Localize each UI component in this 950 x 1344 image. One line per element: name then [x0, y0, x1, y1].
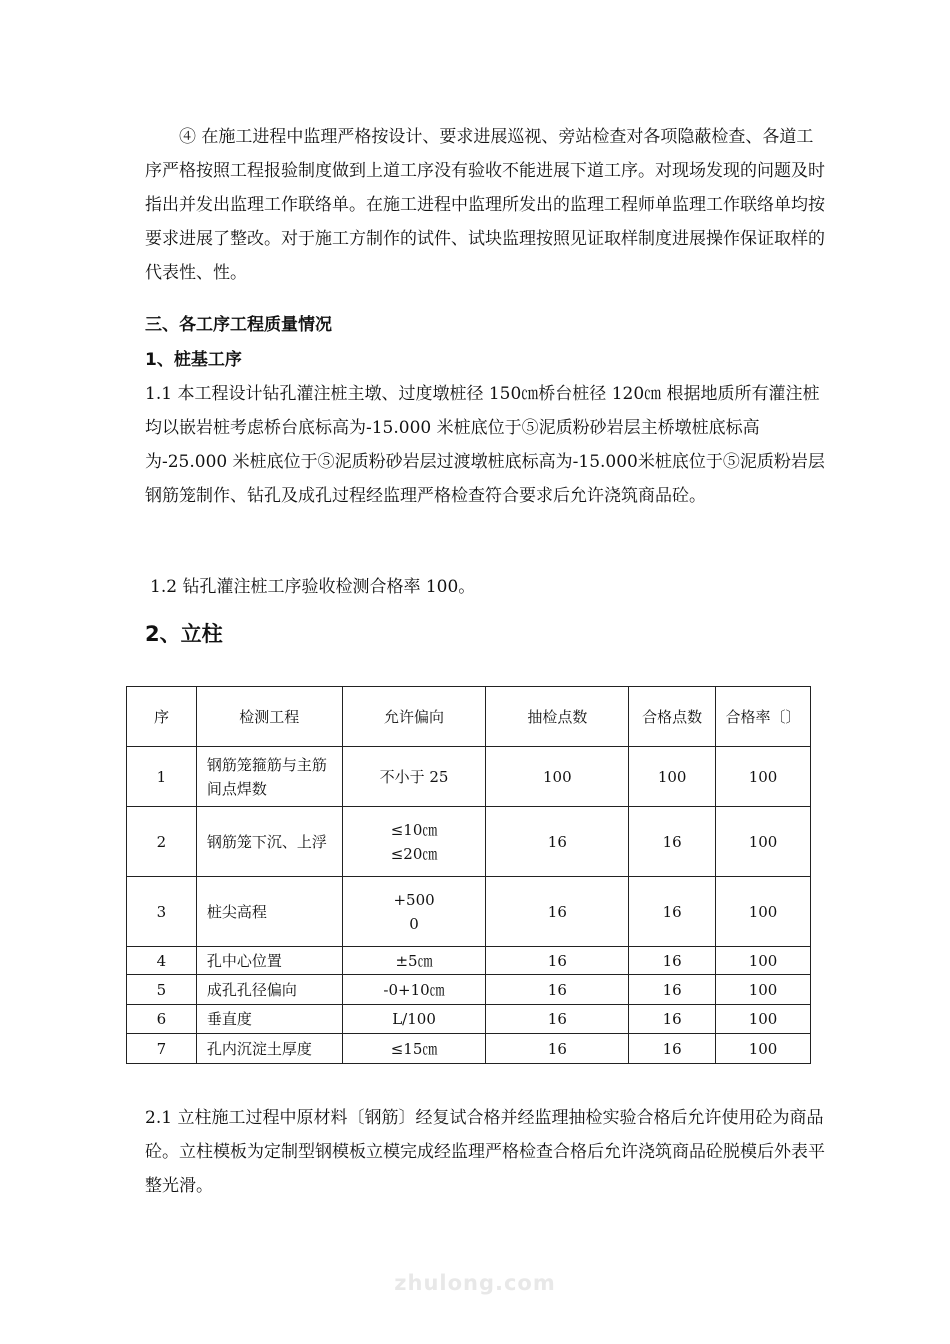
table-cell: 5 [127, 975, 197, 1005]
table-cell: 孔中心位置 [196, 947, 342, 975]
table-cell: 100 [716, 1034, 811, 1064]
table-cell: 桩尖高程 [196, 877, 342, 947]
table-cell: 3 [127, 877, 197, 947]
table-header-row [127, 687, 811, 747]
table-cell: 16 [486, 1005, 629, 1034]
table-cell: 16 [486, 807, 629, 877]
table-cell: 100 [486, 747, 629, 807]
table-cell: 16 [629, 1034, 716, 1064]
table-cell: 100 [716, 877, 811, 947]
table-cell: 100 [716, 975, 811, 1005]
header-cell: 合格点数 [629, 687, 716, 747]
paragraph-supervision: ④ 在施工进程中监理严格按设计、要求进展巡视、旁站检查对各项隐蔽检查、各道工序严格按照工程报验制度做到上道工序没有验收不能进展下道工序。对现场发现的问题及时指出并发出监理工作联络单。在施工进程中监理所发出的监理工程师单监理工作联络单均按要求进展了整改。对于施工方制作的试件、试块监理按照见证取样制度进展操作保证取样的代表性、性。 [145, 127, 825, 283]
paragraph-1-2: 1.2 钻孔灌注桩工序验收检测合格率 100。 [150, 577, 476, 597]
table-cell: ≤10㎝ ≤20㎝ [342, 807, 486, 877]
table-cell: 成孔孔径偏向 [196, 975, 342, 1005]
table-cell: 4 [127, 947, 197, 975]
table-cell: 100 [716, 807, 811, 877]
table-cell: ≤15㎝ [342, 1034, 486, 1064]
table-cell: +500 0 [342, 877, 486, 947]
table-cell: 100 [716, 1005, 811, 1034]
header-cell: 检测工程 [196, 687, 342, 747]
table-cell: 7 [127, 1034, 197, 1064]
table-cell: 钢筋笼箍筋与主筋间点焊数 [196, 747, 342, 807]
subsection-heading-pile: 1、桩基工序 [145, 350, 242, 370]
table-cell: 垂直度 [196, 1005, 342, 1034]
watermark: zhulong.com [394, 1271, 556, 1295]
table-cell: 100 [716, 747, 811, 807]
table-row [127, 747, 811, 807]
header-cell: 抽检点数 [486, 687, 629, 747]
table-cell: 16 [486, 947, 629, 975]
table-cell: 16 [629, 947, 716, 975]
table-cell: 100 [716, 947, 811, 975]
table-cell: 16 [629, 807, 716, 877]
table-row [127, 947, 811, 975]
header-cell: 允许偏向 [342, 687, 486, 747]
table-cell: 2 [127, 807, 197, 877]
inspection-table [126, 686, 811, 1064]
header-cell: 序 [127, 687, 197, 747]
table-cell: 16 [486, 877, 629, 947]
table-row [127, 975, 811, 1005]
table-cell: 100 [629, 747, 716, 807]
paragraph-2-1: 2.1 立柱施工过程中原材料〔钢筋〕经复试合格并经监理抽检实验合格后允许使用砼为商品砼。立柱模板为定制型钢模板立模完成经监理严格检查合格后允许浇筑商品砼脱模后外表平整光滑。 [145, 1108, 825, 1196]
table-cell: L/100 [342, 1005, 486, 1034]
table-row [127, 877, 811, 947]
paragraph-1-1: 1.1 本工程设计钻孔灌注桩主墩、过度墩桩径 150㎝桥台桩径 120㎝ 根据地质所有灌注桩均以嵌岩桩考虑桥台底标高为-15.000 米桩底位于⑤泥质粉砂岩层主桥墩桩底标高为-25.000 米桩底位于⑤泥质粉砂岩层过渡墩桩底标高为-15.000米桩底位于⑤泥质粉岩层钢筋笼制作、钻孔及成孔过程经监理严格检查符合要求后允许浇筑商品砼。 [145, 384, 825, 506]
table-cell: 不小于 25 [342, 747, 486, 807]
table-cell: ±5㎝ [342, 947, 486, 975]
table-cell: 16 [486, 975, 629, 1005]
table-cell: 钢筋笼下沉、上浮 [196, 807, 342, 877]
table-cell: 16 [629, 975, 716, 1005]
table-row [127, 1034, 811, 1064]
table-cell: 16 [629, 1005, 716, 1034]
table-cell: 16 [486, 1034, 629, 1064]
table-cell: 6 [127, 1005, 197, 1034]
table-row [127, 1005, 811, 1034]
table-row [127, 807, 811, 877]
header-cell: 合格率〔〕 [716, 687, 811, 747]
table-cell: 1 [127, 747, 197, 807]
subsection-heading-column: 2、立柱 [145, 622, 223, 646]
table-cell: -0+10㎝ [342, 975, 486, 1005]
section-heading: 三、各工序工程质量情况 [145, 315, 332, 335]
table-cell: 16 [629, 877, 716, 947]
table-cell: 孔内沉淀土厚度 [196, 1034, 342, 1064]
